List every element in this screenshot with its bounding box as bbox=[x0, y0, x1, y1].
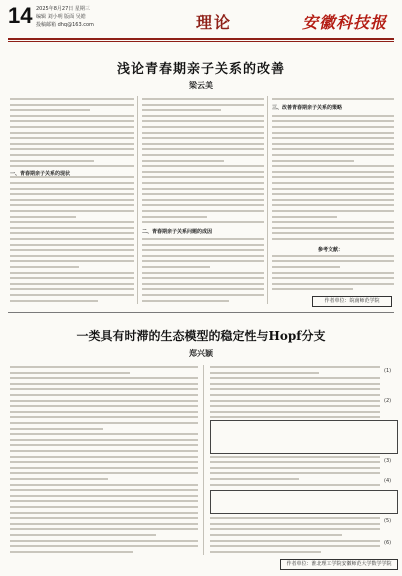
text-line bbox=[10, 126, 134, 128]
text-line bbox=[10, 450, 198, 452]
text-line bbox=[272, 199, 394, 201]
text-line bbox=[142, 288, 264, 290]
text-line bbox=[142, 176, 264, 178]
text-line bbox=[210, 366, 380, 368]
text-line bbox=[10, 216, 76, 218]
equation-box bbox=[210, 420, 398, 454]
text-line bbox=[142, 249, 264, 251]
text-line bbox=[272, 188, 394, 190]
text-line bbox=[10, 517, 198, 519]
text-line bbox=[142, 238, 264, 240]
equation-tag: (4) bbox=[384, 478, 392, 484]
text-line bbox=[142, 244, 264, 246]
text-line bbox=[272, 126, 394, 128]
text-line bbox=[142, 154, 264, 156]
text-line bbox=[10, 534, 156, 536]
text-line bbox=[10, 523, 198, 525]
text-line bbox=[10, 260, 134, 262]
text-line bbox=[10, 540, 198, 542]
text-line bbox=[10, 244, 134, 246]
text-line bbox=[10, 272, 134, 274]
text-line bbox=[10, 405, 198, 407]
text-line bbox=[10, 182, 134, 184]
article1-title: 浅论青春期亲子关系的改善 bbox=[116, 62, 285, 77]
text-line bbox=[142, 216, 207, 218]
text-line bbox=[10, 411, 198, 413]
text-line bbox=[272, 255, 394, 257]
newspaper-name: 安徽科技报 bbox=[302, 13, 388, 32]
text-line bbox=[10, 528, 198, 530]
header-rule bbox=[8, 38, 394, 40]
text-line bbox=[210, 400, 380, 402]
text-line bbox=[210, 411, 380, 413]
text-line bbox=[272, 154, 394, 156]
text-line bbox=[210, 405, 380, 407]
date-line: 2025年8月27日 星期三 bbox=[36, 6, 90, 12]
text-line bbox=[210, 523, 380, 525]
column-divider bbox=[203, 365, 204, 555]
text-line bbox=[10, 377, 198, 379]
text-line bbox=[272, 204, 394, 206]
text-line bbox=[10, 199, 134, 201]
text-line bbox=[210, 478, 299, 480]
text-line bbox=[272, 221, 394, 223]
text-line bbox=[142, 193, 264, 195]
text-line bbox=[142, 165, 264, 167]
text-line bbox=[210, 383, 380, 385]
text-line bbox=[10, 109, 90, 111]
text-line bbox=[10, 137, 134, 139]
article1-subheading: 参考文献： bbox=[318, 247, 344, 253]
text-line bbox=[272, 210, 394, 212]
section-title: 理论 bbox=[196, 13, 233, 32]
text-line bbox=[10, 294, 134, 296]
text-line bbox=[10, 132, 134, 134]
text-line bbox=[10, 210, 134, 212]
text-line bbox=[210, 377, 380, 379]
text-line bbox=[142, 182, 264, 184]
text-line bbox=[210, 456, 380, 458]
article1-subheading: 二、青春期亲子关系问题的成因 bbox=[142, 229, 213, 235]
text-line bbox=[210, 461, 380, 463]
text-line bbox=[272, 143, 394, 145]
page-number: 14 bbox=[8, 3, 33, 28]
text-line bbox=[210, 472, 380, 474]
text-line bbox=[10, 148, 134, 150]
text-line bbox=[10, 383, 198, 385]
text-line bbox=[10, 500, 198, 502]
text-line bbox=[10, 288, 134, 290]
text-line bbox=[210, 467, 380, 469]
text-line bbox=[272, 182, 394, 184]
text-line bbox=[10, 467, 198, 469]
article1-subheading: 一、青春期亲子关系的现状 bbox=[10, 171, 71, 177]
text-line bbox=[272, 176, 394, 178]
text-line bbox=[10, 372, 130, 374]
text-line bbox=[272, 272, 394, 274]
text-line bbox=[142, 148, 264, 150]
text-line bbox=[142, 115, 264, 117]
text-line bbox=[272, 193, 394, 195]
text-line bbox=[10, 388, 198, 390]
text-line bbox=[10, 400, 198, 402]
text-line bbox=[10, 193, 134, 195]
text-line bbox=[10, 154, 134, 156]
text-line bbox=[210, 534, 342, 536]
text-line bbox=[10, 394, 198, 396]
text-line bbox=[272, 227, 394, 229]
text-line bbox=[142, 199, 264, 201]
text-line bbox=[272, 266, 340, 268]
text-line bbox=[10, 478, 108, 480]
text-line bbox=[10, 232, 134, 234]
text-line bbox=[142, 283, 264, 285]
text-line bbox=[272, 277, 394, 279]
text-line bbox=[10, 439, 198, 441]
text-line bbox=[142, 109, 221, 111]
text-line bbox=[10, 495, 198, 497]
equation-tag: (2) bbox=[384, 398, 392, 404]
text-line bbox=[10, 551, 133, 553]
text-line bbox=[210, 484, 380, 486]
text-line bbox=[10, 188, 134, 190]
text-line bbox=[10, 512, 198, 514]
text-line bbox=[10, 204, 134, 206]
equation-tag: (5) bbox=[384, 518, 392, 524]
text-line bbox=[142, 266, 210, 268]
text-line bbox=[210, 388, 380, 390]
equation-box bbox=[210, 490, 398, 514]
text-line bbox=[10, 143, 134, 145]
article-separator bbox=[8, 312, 394, 313]
text-line bbox=[10, 238, 134, 240]
text-line bbox=[210, 545, 380, 547]
text-line bbox=[272, 160, 354, 162]
text-line bbox=[272, 216, 337, 218]
text-line bbox=[210, 528, 380, 530]
text-line bbox=[10, 456, 198, 458]
equation-tag: (3) bbox=[384, 458, 392, 464]
text-line bbox=[10, 160, 94, 162]
column-divider bbox=[137, 96, 138, 304]
equation-tag: (6) bbox=[384, 540, 392, 546]
text-line bbox=[142, 143, 264, 145]
text-line bbox=[142, 210, 264, 212]
text-line bbox=[10, 461, 198, 463]
email-line: 投稿邮箱 dhq@163.com bbox=[36, 22, 94, 28]
text-line bbox=[10, 444, 198, 446]
text-line bbox=[142, 260, 264, 262]
text-line bbox=[142, 255, 264, 257]
editor-line: 编辑 刘小明 版面 吴皓 bbox=[36, 14, 86, 20]
text-line bbox=[272, 137, 394, 139]
article1-subheading: 三、改善青春期亲子关系的策略 bbox=[272, 105, 343, 111]
text-line bbox=[272, 165, 394, 167]
article2-author-unit: 作者单位：淮北理工学院安徽师范大学数学学院 bbox=[280, 559, 398, 570]
text-line bbox=[272, 171, 394, 173]
header-meta bbox=[36, 5, 146, 29]
article2-title: 一类具有时滞的生态模型的稳定性与Hopf分支 bbox=[76, 329, 326, 343]
text-line bbox=[10, 266, 79, 268]
text-line bbox=[10, 115, 134, 117]
text-line bbox=[10, 249, 134, 251]
text-line bbox=[210, 416, 380, 418]
text-line bbox=[272, 288, 353, 290]
text-line bbox=[272, 238, 394, 240]
text-line bbox=[272, 115, 394, 117]
text-line bbox=[10, 489, 198, 491]
text-line bbox=[272, 232, 394, 234]
text-line bbox=[272, 283, 394, 285]
text-line bbox=[10, 165, 134, 167]
text-line bbox=[10, 277, 134, 279]
column-divider bbox=[267, 96, 268, 304]
text-line bbox=[142, 132, 264, 134]
text-line bbox=[142, 98, 264, 100]
text-line bbox=[272, 120, 394, 122]
text-line bbox=[272, 260, 394, 262]
text-line bbox=[10, 545, 198, 547]
text-line bbox=[272, 98, 394, 100]
text-line bbox=[210, 394, 380, 396]
text-line bbox=[10, 283, 134, 285]
text-line bbox=[210, 540, 380, 542]
text-line bbox=[142, 221, 264, 223]
text-line bbox=[142, 160, 224, 162]
text-line bbox=[10, 227, 134, 229]
text-line bbox=[142, 300, 229, 302]
header-rule-thin bbox=[8, 41, 394, 42]
text-line bbox=[10, 416, 198, 418]
text-line bbox=[10, 428, 103, 430]
text-line bbox=[142, 104, 264, 106]
text-line bbox=[142, 277, 264, 279]
text-line bbox=[10, 422, 198, 424]
text-line bbox=[210, 372, 319, 374]
text-line bbox=[10, 484, 198, 486]
text-line bbox=[10, 506, 198, 508]
text-line bbox=[10, 120, 134, 122]
text-line bbox=[272, 132, 394, 134]
page-header bbox=[0, 0, 402, 44]
text-line bbox=[10, 98, 134, 100]
text-line bbox=[142, 126, 264, 128]
text-line bbox=[272, 148, 394, 150]
text-line bbox=[142, 272, 264, 274]
text-line bbox=[10, 104, 134, 106]
text-line bbox=[142, 137, 264, 139]
text-line bbox=[210, 551, 321, 553]
text-line bbox=[210, 517, 380, 519]
text-line bbox=[142, 204, 264, 206]
text-line bbox=[142, 171, 264, 173]
text-line bbox=[10, 255, 134, 257]
text-line bbox=[10, 221, 134, 223]
text-line bbox=[142, 294, 264, 296]
equation-tag: (1) bbox=[384, 368, 392, 374]
text-line bbox=[10, 300, 98, 302]
text-line bbox=[10, 433, 198, 435]
text-line bbox=[10, 366, 198, 368]
article1-author-unit: 作者单位：皖南师范学院 bbox=[312, 296, 392, 307]
article2-author: 郑兴颖 bbox=[189, 349, 213, 358]
text-line bbox=[10, 472, 198, 474]
text-line bbox=[142, 120, 264, 122]
text-line bbox=[142, 188, 264, 190]
article1-author: 梁云美 bbox=[189, 81, 213, 90]
